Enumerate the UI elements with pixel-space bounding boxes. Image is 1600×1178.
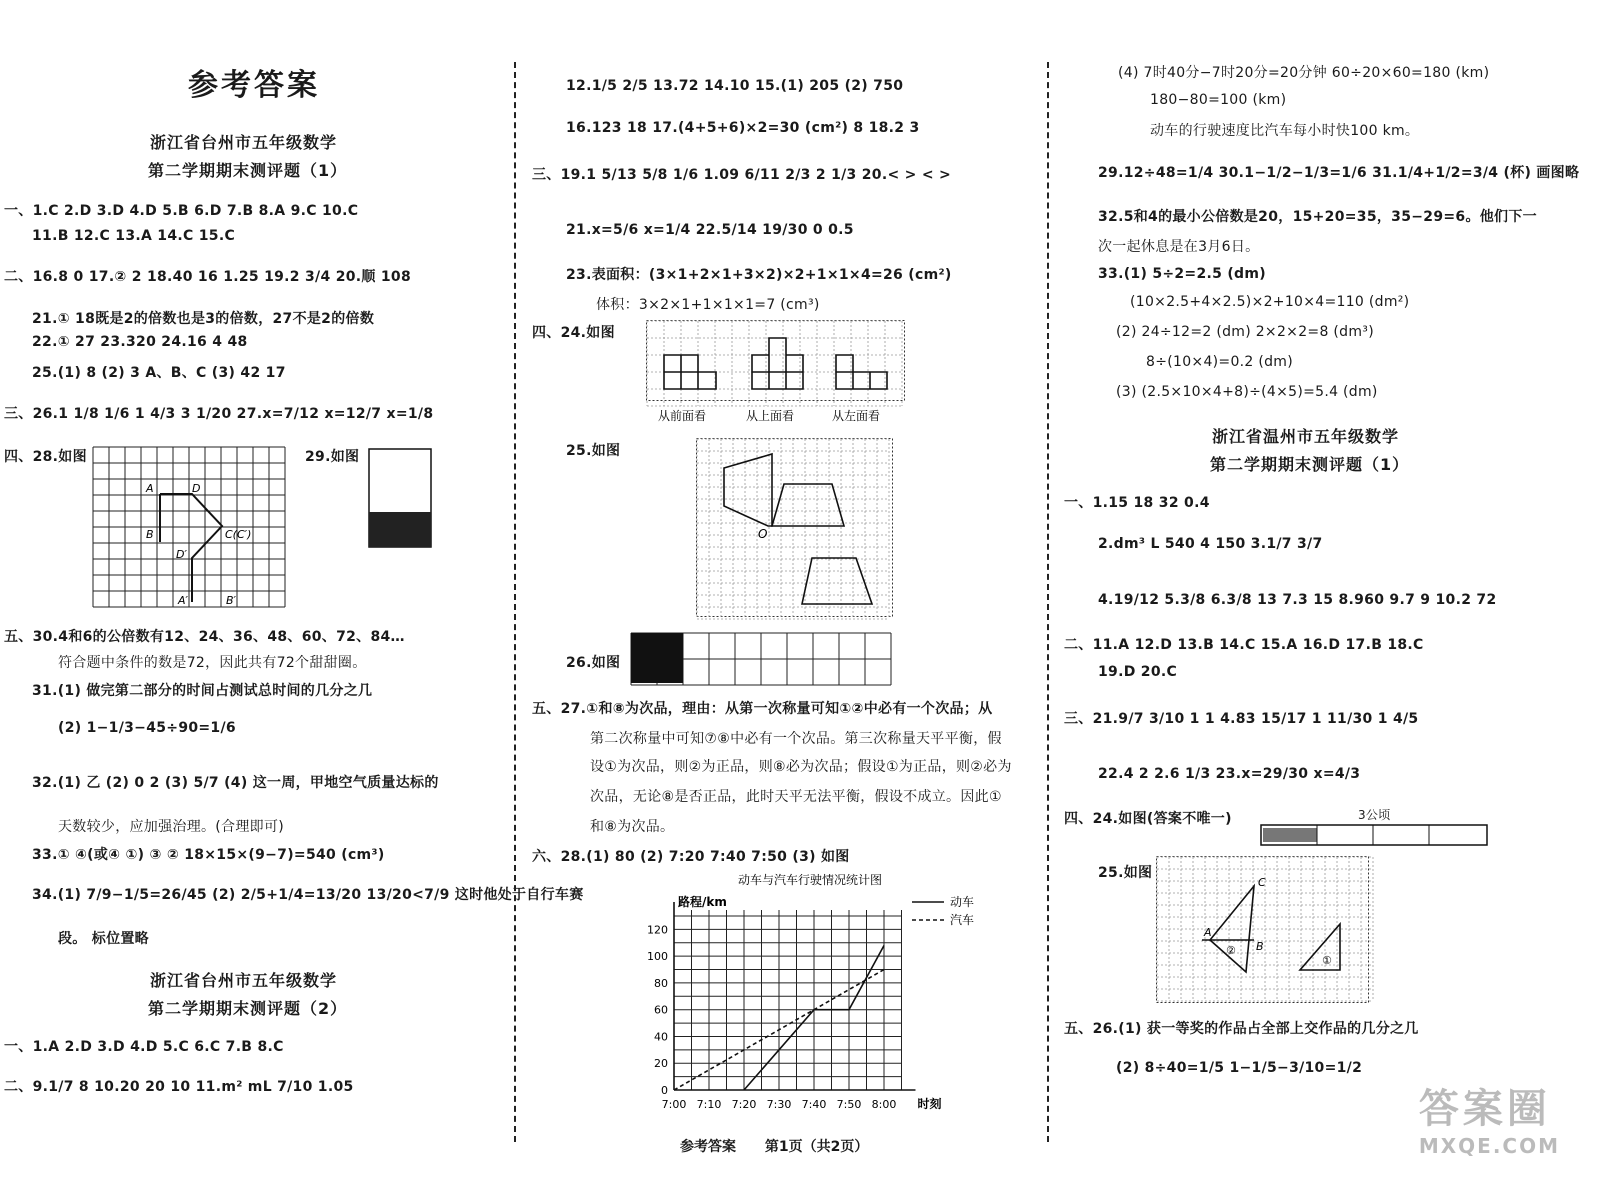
point-label: A′ xyxy=(178,594,189,607)
answer-line: 五、27.①和⑧为次品，理由：从第一次称量可知①②中必有一个次品；从 xyxy=(532,701,993,717)
views-figure-24 xyxy=(646,320,936,430)
answer-line: (2) 1−1/3−45÷90=1/6 xyxy=(58,720,236,736)
answer-line: 32.5和4的最小公倍数是20，15+20=35，35−29=6。他们下一 xyxy=(1098,209,1537,225)
answer-line: 一、1.A 2.D 3.D 4.D 5.C 6.C 7.B 8.C xyxy=(4,1039,284,1055)
area-bar-figure-24 xyxy=(1260,824,1490,848)
y-tick-label: 120 xyxy=(647,923,668,937)
answer-line: 二、11.A 12.D 13.B 14.C 15.A 16.D 17.B 18.C xyxy=(1064,637,1424,653)
section-subtitle: 第二学期期末测评题（2） xyxy=(148,999,348,1018)
shaded-rect-figure-29 xyxy=(368,448,434,550)
y-tick-label: 0 xyxy=(661,1084,668,1097)
answer-line: 32.(1) 乙 (2) 0 2 (3) 5/7 (4) 这一周，甲地空气质量达标的 xyxy=(32,775,439,791)
travel-line-chart xyxy=(612,870,1042,1122)
answer-line: 三、21.9/7 3/10 1 1 4.83 15/17 1 11/30 1 4/5 xyxy=(1064,711,1419,727)
answer-line: 六、28.(1) 80 (2) 7:20 7:40 7:50 (3) 如图 xyxy=(532,849,850,865)
answer-line: 33.(1) 5÷2=2.5 (dm) xyxy=(1098,266,1266,282)
answer-line: 12.1/5 2/5 13.72 14.10 15.(1) 205 (2) 750 xyxy=(566,78,904,94)
answer-line: 33.① ④(或④ ①) ③ ② 18×15×(9−7)=540 (cm³) xyxy=(32,847,385,863)
answer-line: 22.4 2 2.6 1/3 23.x=29/30 x=4/3 xyxy=(1098,766,1361,782)
x-tick-label: 7:10 xyxy=(696,1098,722,1111)
section-title: 浙江省台州市五年级数学 xyxy=(150,971,338,990)
point-label: C(C′) xyxy=(225,528,252,541)
answer-line: 一、1.C 2.D 3.D 4.D 5.B 6.D 7.B 8.A 9.C 10.C xyxy=(4,203,359,219)
answer-line: 2.dm³ L 540 4 150 3.1/7 3/7 xyxy=(1098,536,1323,552)
region-label: ① xyxy=(1322,954,1332,967)
answer-line: 21.x=5/6 x=1/4 22.5/14 19/30 0 0.5 xyxy=(566,222,854,238)
answer-line: 设①为次品，则②为正品，则⑧必为次品；假设①为正品，则②必为 xyxy=(590,759,1012,775)
point-label: C xyxy=(1258,876,1266,889)
x-tick-label: 7:30 xyxy=(766,1098,792,1111)
column-divider xyxy=(1047,62,1049,1142)
x-tick-label: 7:40 xyxy=(801,1098,827,1111)
x-axis-label: 时刻 xyxy=(917,1097,942,1111)
answer-line: 29.12÷48=1/4 30.1−1/2−1/3=1/6 31.1/4+1/2=3/4 (杯) 画图略 xyxy=(1098,165,1580,181)
view-label: 从前面看 xyxy=(658,409,707,423)
answer-line: 符合题中条件的数是72，因此共有72个甜甜圈。 xyxy=(58,655,367,671)
region-label: ② xyxy=(1226,944,1236,957)
point-label: O xyxy=(758,527,768,541)
answer-line: 第二次称量中可知⑦⑧中必有一个次品。第三次称量天平平衡，假 xyxy=(590,731,1002,747)
answer-line: 34.(1) 7/9−1/5=26/45 (2) 2/5+1/4=13/20 13/20<7/9 这时他处于自行车赛 xyxy=(32,887,584,903)
y-tick-label: 20 xyxy=(654,1057,668,1071)
answer-line: 四、24.如图(答案不唯一) xyxy=(1064,811,1232,827)
answer-line: 二、9.1/7 8 10.20 20 10 11.m² mL 7/10 1.05 xyxy=(4,1079,354,1095)
point-label: D xyxy=(192,482,201,495)
answer-line: 25.如图 xyxy=(1098,865,1153,881)
point-label: B xyxy=(1256,940,1264,953)
column-divider xyxy=(514,62,516,1142)
answer-line: 动车的行驶速度比汽车每小时快100 km。 xyxy=(1150,123,1420,139)
point-label: B′ xyxy=(226,594,237,607)
page-number: 第1页（共2页） xyxy=(764,1139,869,1155)
section-title: 浙江省温州市五年级数学 xyxy=(1212,427,1400,446)
answer-line: 21.① 18既是2的倍数也是3的倍数，27不是2的倍数 xyxy=(32,311,375,327)
answer-line: 11.B 12.C 13.A 14.C 15.C xyxy=(32,228,236,244)
answer-line: 22.① 27 23.320 24.16 4 48 xyxy=(32,334,248,350)
y-tick-label: 60 xyxy=(654,1003,668,1017)
footer-label: 参考答案 xyxy=(680,1139,736,1155)
answer-line: 三、26.1 1/8 1/6 1 4/3 3 1/20 27.x=7/12 x=12/7 x=1/8 xyxy=(4,406,434,422)
bar-label: 3公顷 xyxy=(1358,808,1391,822)
watermark-logo: 答案圈 xyxy=(1418,1086,1551,1132)
y-axis-label: 路程/km xyxy=(678,895,727,909)
answer-line: 23.表面积：(3×1+2×1+3×2)×2+1×1×4=26 (cm²) xyxy=(566,267,952,283)
answer-line: (10×2.5+4×2.5)×2+10×4=110 (dm²) xyxy=(1130,294,1410,310)
answer-line: 三、19.1 5/13 5/8 1/6 1.09 6/11 2/3 2 1/3 20.< > < > xyxy=(532,167,952,183)
answer-line: 四、24.如图 xyxy=(532,325,615,341)
watermark xyxy=(1419,1077,1560,1158)
answer-line: 和⑧为次品。 xyxy=(590,819,675,835)
grid-figure-28 xyxy=(92,446,294,610)
view-label: 从上面看 xyxy=(746,409,795,423)
section-subtitle: 第二学期期末测评题（1） xyxy=(1210,455,1410,474)
answer-line: 二、16.8 0 17.② 2 18.40 16 1.25 19.2 3/4 20.顺 108 xyxy=(4,269,411,285)
chart-title: 动车与汽车行驶情况统计图 xyxy=(738,873,883,887)
x-tick-label: 7:50 xyxy=(836,1098,862,1111)
answer-line: (3) (2.5×10×4+8)÷(4×5)=5.4 (dm) xyxy=(1116,384,1378,400)
view-label: 从左面看 xyxy=(832,409,881,423)
answer-line: 一、1.15 18 32 0.4 xyxy=(1064,495,1210,511)
answer-column-2 xyxy=(522,0,1042,1140)
answer-line: 五、26.(1) 获一等奖的作品占全部上交作品的几分之几 xyxy=(1064,1021,1419,1037)
legend-label: 动车 xyxy=(950,895,975,909)
y-tick-label: 100 xyxy=(647,950,668,964)
triangle-figure-25 xyxy=(1156,856,1374,1006)
y-tick-label: 40 xyxy=(654,1030,668,1044)
answer-line: 19.D 20.C xyxy=(1098,664,1178,680)
point-label: B xyxy=(146,528,154,541)
x-tick-label: 8:00 xyxy=(871,1098,897,1111)
x-tick-label: 7:00 xyxy=(661,1098,687,1111)
page-title: 参考答案 xyxy=(188,68,320,103)
answer-line: 体积：3×2×1+1×1×1=7 (cm³) xyxy=(596,297,820,313)
answer-line: (2) 8÷40=1/5 1−1/5−3/10=1/2 xyxy=(1116,1060,1363,1076)
answer-line: 29.如图 xyxy=(305,449,360,465)
answer-line: 4.19/12 5.3/8 6.3/8 13 7.3 15 8.960 9.7 9 10.2 72 xyxy=(1098,592,1497,608)
answer-line: 180−80=100 (km) xyxy=(1150,92,1287,108)
answer-line: 31.(1) 做完第二部分的时间占测试总时间的几分之几 xyxy=(32,683,373,699)
answer-line: 段。 标位置略 xyxy=(58,931,149,947)
y-tick-label: 80 xyxy=(654,976,668,990)
section-title: 浙江省台州市五年级数学 xyxy=(150,133,338,152)
page-footer xyxy=(680,1136,868,1156)
answer-line: 天数较少，应加强治理。(合理即可) xyxy=(58,819,285,835)
point-label: A xyxy=(1204,926,1212,939)
answer-line: 五、30.4和6的公倍数有12、24、36、48、60、72、84… xyxy=(4,629,405,645)
answer-line: 次一起休息是在3月6日。 xyxy=(1098,239,1260,255)
answer-line: 8÷(10×4)=0.2 (dm) xyxy=(1146,354,1294,370)
point-label: A xyxy=(146,482,154,495)
section-subtitle: 第二学期期末测评题（1） xyxy=(148,161,348,180)
answer-line: (4) 7时40分−7时20分=20分钟 60÷20×60=180 (km) xyxy=(1118,65,1490,81)
legend-label: 汽车 xyxy=(950,913,975,927)
answer-column-3 xyxy=(1050,0,1600,1140)
answer-line: 26.如图 xyxy=(566,655,621,671)
shaded-strip-figure-26 xyxy=(630,632,892,686)
answer-line: 次品，无论⑧是否正品，此时天平无法平衡，假设不成立。因此① xyxy=(590,789,1002,805)
answer-line: 16.123 18 17.(4+5+6)×2=30 (cm²) 8 18.2 3 xyxy=(566,120,920,136)
answer-line: 25.(1) 8 (2) 3 A、B、C (3) 42 17 xyxy=(32,365,286,381)
answer-line: 25.如图 xyxy=(566,443,621,459)
point-label: D′ xyxy=(176,548,187,561)
answer-line: 四、28.如图 xyxy=(4,449,87,465)
x-tick-label: 7:20 xyxy=(731,1098,757,1111)
watermark-url: MXQE.COM xyxy=(1418,1134,1560,1158)
transform-figure-25 xyxy=(696,438,896,620)
answer-line: (2) 24÷12=2 (dm) 2×2×2=8 (dm³) xyxy=(1116,324,1374,340)
